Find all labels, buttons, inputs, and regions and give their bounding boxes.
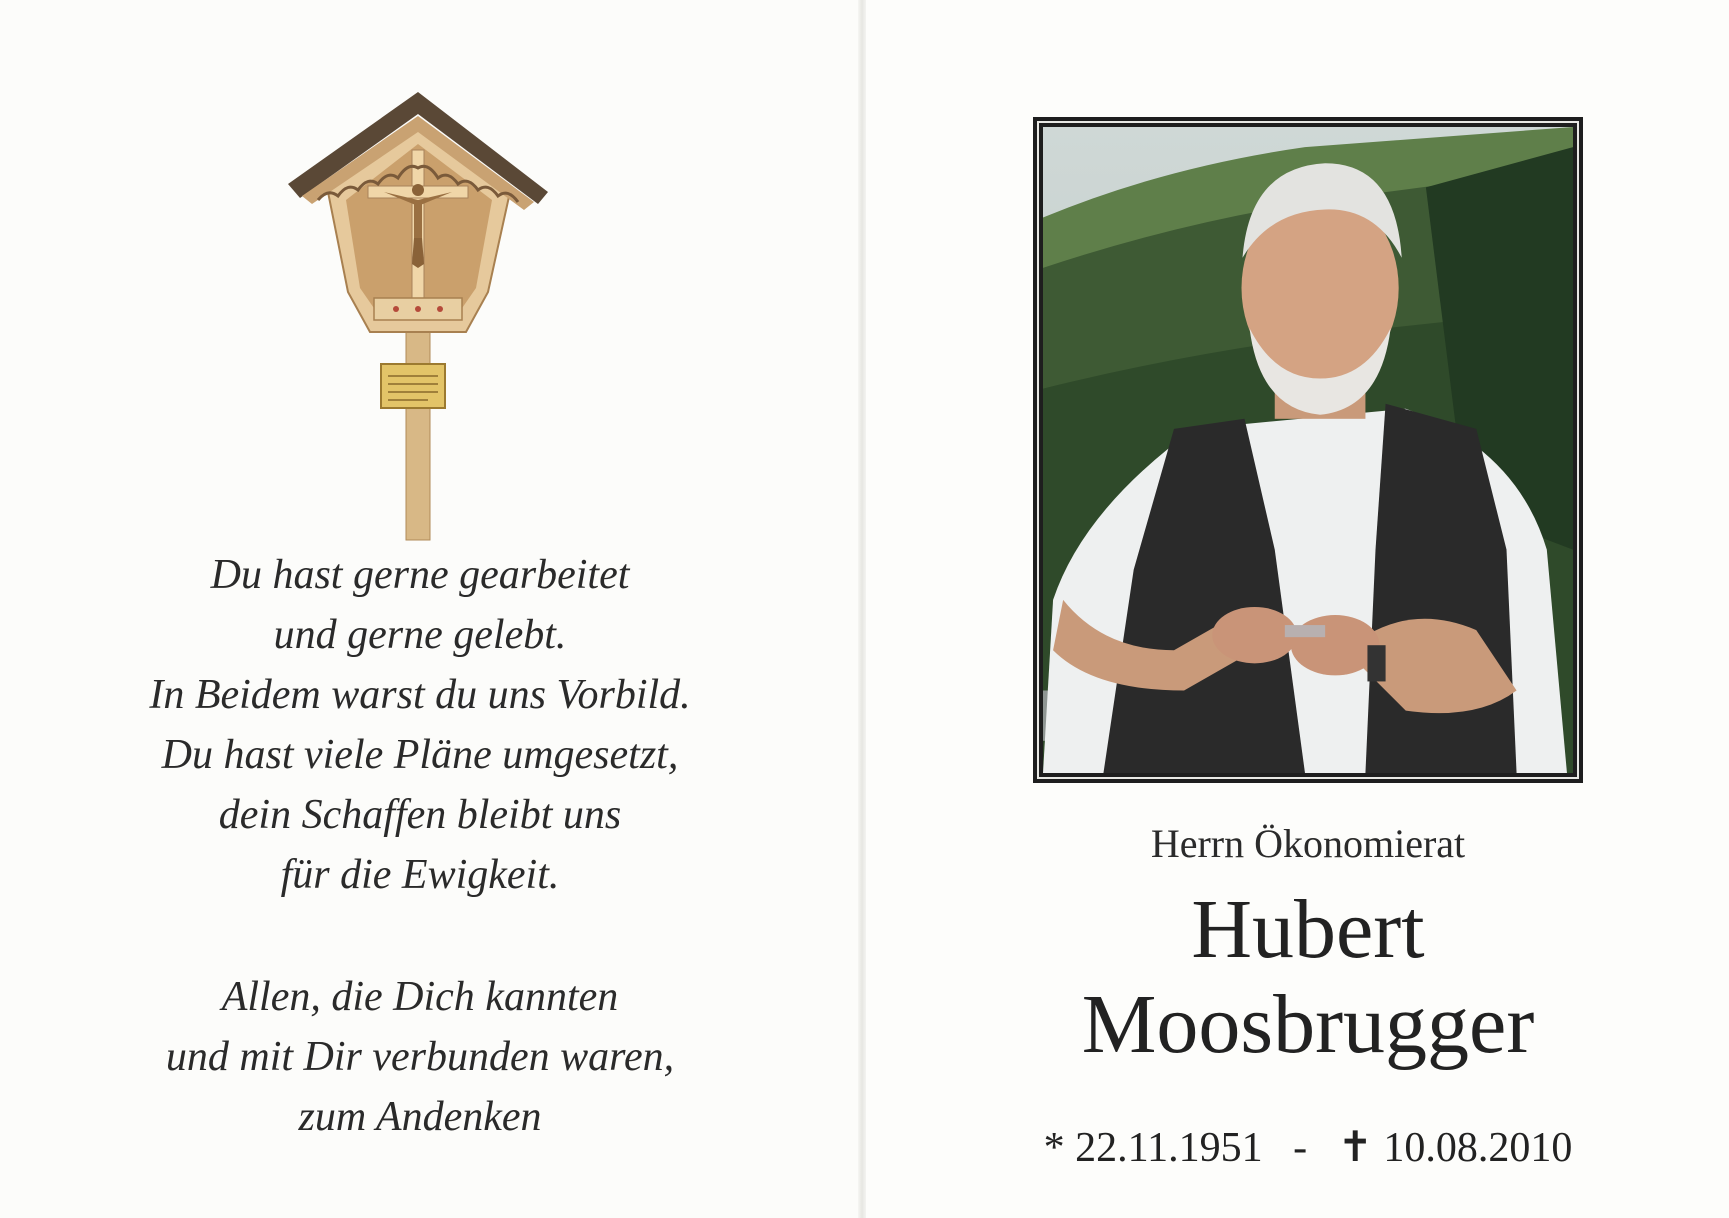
poem-line: Allen, die Dich kannten xyxy=(221,974,619,1020)
portrait-frame xyxy=(1033,117,1583,783)
left-panel xyxy=(0,0,862,1218)
poem-line: und mit Dir verbunden waren, xyxy=(165,1034,675,1080)
death-cross-icon: ✝ xyxy=(1337,1125,1373,1171)
poem-line: Du hast gerne gearbeitet xyxy=(210,552,630,598)
memorial-poem xyxy=(60,545,780,1147)
stanza-gap xyxy=(60,905,780,967)
poem-line: zum Andenken xyxy=(298,1094,542,1140)
honorific: Herrn Ökonomierat xyxy=(1150,821,1466,866)
first-name: Hubert xyxy=(1191,883,1425,976)
card-fold xyxy=(858,0,866,1218)
death-date: 10.08.2010 xyxy=(1383,1125,1573,1171)
poem-line: Du hast viele Pläne umgesetzt, xyxy=(161,732,679,778)
wayside-cross-image xyxy=(288,92,548,542)
poem-line: und gerne gelebt. xyxy=(273,612,567,658)
birth-date: 22.11.1951 xyxy=(1075,1125,1263,1171)
poem-line: für die Ewigkeit. xyxy=(280,852,560,898)
poem-line: dein Schaffen bleibt uns xyxy=(218,792,622,838)
portrait-illustration xyxy=(1043,127,1573,773)
date-separator: - xyxy=(1293,1125,1308,1171)
poem-line: In Beidem warst du uns Vorbild. xyxy=(149,672,691,718)
last-name: Moosbrugger xyxy=(1081,978,1535,1071)
life-dates xyxy=(983,1122,1633,1172)
portrait-photo xyxy=(1037,121,1579,779)
birth-symbol: * xyxy=(1043,1125,1065,1171)
